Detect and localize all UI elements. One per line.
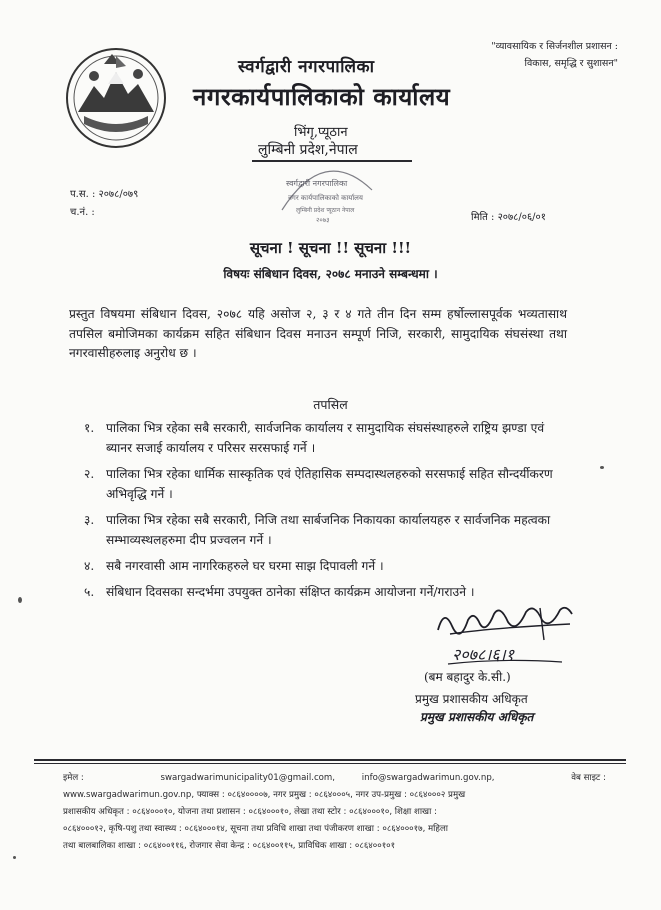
signatory-title: प्रमुख प्रशासकीय अधिकृत bbox=[415, 692, 528, 706]
notice-body: प्रस्तुत विषयमा संबिधान दिवस, २०७८ यहि असोज २, ३ र ४ गते तीन दिन सम्म हर्षोल्लासपूर्वक भव्यतासाथ तपसिल बमोजिमका कार्यक्रम सहित संबिधान दिवस मनाउन सम्पूर्ण निजि, सरकारी, सामुदायिक संघसंस्था तथा नगरवासीहरुलाइ अनुरोध छ । bbox=[69, 307, 567, 360]
stamp-line-1: स्वर्गद्वारी नगरपालिका bbox=[286, 179, 348, 188]
motto-line-2: विकास, समृद्धि र सुशासन" bbox=[524, 58, 618, 69]
footer-phone-line-3: प्रशासकीय अधिकृत : ०८६४०००१०, योजना तथा प्रशासन : ०८६४०००१०, लेखा तथा स्टोर : ०८६४०००१०, शिक्षा शाखा : bbox=[63, 807, 437, 817]
reference-number: प.स. : २०७८/०७९ bbox=[70, 189, 139, 200]
email-address-2[interactable]: info@swargadwarimun.gov.np, bbox=[361, 773, 495, 783]
list-item-number: ३. bbox=[84, 513, 95, 527]
footer-row bbox=[63, 770, 623, 787]
notice-title: सूचना ! सूचना !! सूचना !!! bbox=[249, 239, 412, 257]
handwritten-date: २०७८।६।१ bbox=[452, 645, 515, 664]
email-label: इमेल : bbox=[63, 773, 84, 783]
footer-contact bbox=[63, 770, 623, 855]
footer-phone-line-5: तथा बालबालिका शाखा : ०८६४००११६, रोजगार सेवा केन्द्र : ०८६४००११५, प्राविधिक शाखा : ०८६४००१०१ bbox=[63, 841, 396, 851]
list-item-text: पालिका भित्र रहेका सबै सरकारी, सार्वजनिक कार्यालय र सामुदायिक संघसंस्थाहरुले राष्ट्रिय झण्डा एवं ब्यानर सजाई कार्यालय र परिसर सरसफाई गर्ने । bbox=[106, 421, 545, 455]
stamp-line-3: लुम्बिनी प्रदेश प्यूठान नेपाल bbox=[296, 207, 355, 214]
signatory-name: (बम बहादुर के.सी.) bbox=[424, 670, 511, 684]
scan-speck bbox=[13, 856, 16, 859]
address-line-2: लुम्बिनी प्रदेश,नेपाल bbox=[258, 142, 358, 158]
address-line-1: भिंगृ,प्यूठान bbox=[294, 125, 348, 140]
letter-date: मिति : २०७८/०६/०१ bbox=[471, 212, 546, 223]
office-name: स्वर्गद्वारी नगरपालिका bbox=[238, 57, 375, 77]
office-title: नगरकार्यपालिकाको कार्यालय bbox=[193, 82, 451, 111]
motto-line-1: "व्यावसायिक र सिर्जनशील प्रशासन : bbox=[491, 41, 618, 52]
scan-speck bbox=[600, 466, 604, 469]
footer-divider bbox=[34, 759, 626, 761]
stamp-year: २०७३ bbox=[316, 216, 330, 224]
website-label: वेब साइट : bbox=[571, 773, 606, 783]
signatory-stamp: प्रमुख प्रशासकीय अधिकृत bbox=[420, 710, 534, 724]
scan-speck bbox=[18, 597, 22, 603]
stamp-line-2: नगर कार्यपालिकाको कार्यालय bbox=[288, 194, 363, 202]
list-item-number: ४. bbox=[84, 559, 95, 573]
dispatch-number: च.नं. : bbox=[70, 207, 95, 218]
website-link[interactable]: www.swargadwarimun.gov.np, bbox=[63, 790, 195, 800]
nepal-emblem-logo bbox=[64, 46, 168, 150]
list-item-text: पालिका भित्र रहेका धार्मिक सास्कृतिक एवं ऐतिहासिक सम्पदास्थलहरुको सरसफाई सहित सौन्दर्यीकरण अभिवृद्धि गर्ने । bbox=[106, 467, 553, 501]
list-item-number: २. bbox=[84, 467, 95, 481]
footer-phone-line-2: फ्याक्स : ०८६४००००७, नगर प्रमुख : ०८६४०००५, नगर उप-प्रमुख : ०८६४०००२ प्रमुख bbox=[196, 790, 466, 800]
office-motto bbox=[440, 38, 618, 72]
email-address-1[interactable]: swargadwarimunicipality01@gmail.com, bbox=[160, 773, 336, 783]
footer-row bbox=[63, 787, 623, 804]
office-stamp bbox=[268, 150, 380, 228]
list-item bbox=[84, 464, 572, 504]
list-item-text: पालिका भित्र रहेका सबै सरकारी, निजि तथा सार्बजनिक निकायका कार्यालयहरु र सार्वजनिक महत्वका सम्भाव्यस्थलहरुमा दीप प्रज्वलन गर्ने । bbox=[106, 513, 551, 547]
list-item bbox=[84, 582, 572, 602]
notice-subject: विषयः संबिधान दिवस, २०७८ मनाउने सम्बन्धमा । bbox=[223, 267, 438, 281]
list-item-number: १. bbox=[84, 421, 95, 435]
handwritten-signature bbox=[430, 600, 580, 670]
footer-divider-thin bbox=[34, 763, 626, 764]
tapasil-label: तपसिल bbox=[313, 397, 348, 412]
list-item-text: संबिधान दिवसका सन्दर्भमा उपयुक्त ठानेका संक्षिप्त कार्यक्रम आयोजना गर्ने/गराउने । bbox=[106, 585, 475, 599]
list-item bbox=[84, 418, 572, 458]
list-item bbox=[84, 556, 572, 576]
footer-phone-line-4: ०८६४०००१२, कृषि-पशु तथा स्वास्थ्य : ०८६४०००१४, सूचना तथा प्रविधि शाखा तथा पंजीकरण शाखा : ०८६४०००१७, महिला bbox=[63, 824, 449, 834]
list-item bbox=[84, 510, 572, 550]
program-list bbox=[84, 418, 572, 608]
list-item-text: सबै नगरवासी आम नागरिकहरुले घर घरमा साझ दिपावली गर्ने । bbox=[106, 559, 384, 573]
list-item-number: ५. bbox=[84, 585, 95, 599]
